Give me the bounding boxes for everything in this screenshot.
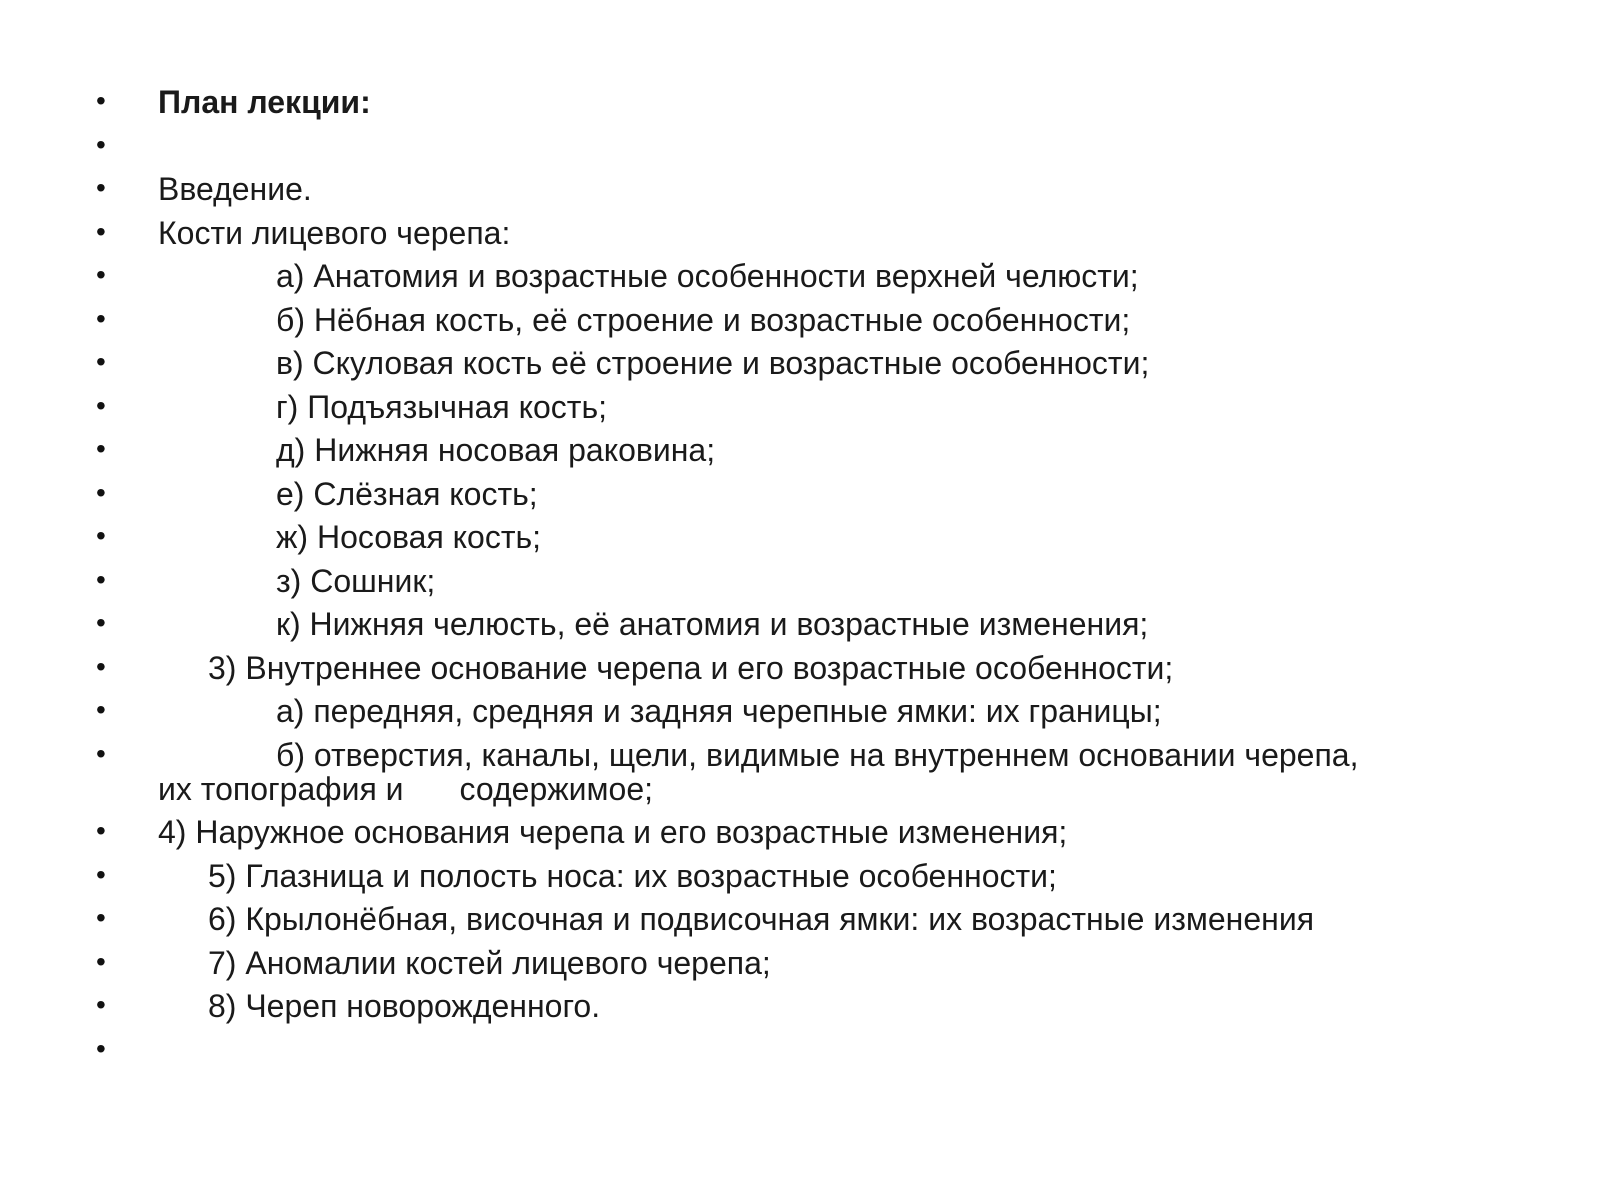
bullet: • — [96, 85, 106, 116]
list-item-text: 6) Крылонёбная, височная и подвисочная ямки: их возрастные изменения — [208, 901, 1315, 937]
list-item-text: а) передняя, средняя и задняя черепные ямки: их границы; — [276, 693, 1162, 729]
bullet: • — [96, 1032, 106, 1064]
list-item — [96, 941, 1516, 985]
list-item — [96, 385, 1516, 429]
list-item-wrapped — [96, 733, 1516, 811]
list-item — [96, 298, 1516, 342]
list-item-text-continued: их топография и — [158, 770, 404, 807]
list-item-text: в) Скуловая кость её строение и возрастные особенности; — [276, 345, 1150, 381]
list-item-text: б) Нёбная кость, её строение и возрастные особенности; — [276, 301, 1131, 338]
list-item-empty — [96, 1028, 1516, 1072]
list-item — [96, 897, 1516, 941]
list-item — [96, 602, 1516, 646]
bullet: • — [96, 128, 106, 160]
list-item — [96, 646, 1516, 690]
outline-title: План лекции: — [158, 84, 371, 120]
list-item-text: з) Сошник; — [276, 562, 436, 599]
bullet: • — [96, 902, 106, 933]
list-item-text: 4) Наружное основания черепа и его возрастные изменения; — [158, 814, 1068, 850]
list-item — [96, 559, 1516, 603]
bullet: • — [96, 650, 106, 682]
list-item-text: 3) Внутреннее основание черепа и его возрастные особенности; — [208, 649, 1174, 686]
list-item-text: ж) Носовая кость; — [276, 519, 542, 555]
bullet: • — [96, 563, 106, 595]
bullet: • — [96, 302, 106, 334]
list-item-text: д) Нижняя носовая раковина; — [276, 432, 716, 468]
list-item — [96, 428, 1516, 472]
bullet: • — [96, 945, 106, 977]
bullet: • — [96, 215, 106, 247]
list-item — [96, 515, 1516, 559]
bullet: • — [96, 259, 106, 290]
lecture-outline — [96, 80, 1516, 1071]
list-item-text: к) Нижняя челюсть, её анатомия и возрастные изменения; — [276, 606, 1149, 642]
list-item-text: е) Слёзная кость; — [276, 475, 538, 512]
list-item-text: 5) Глазница и полость носа: их возрастные особенности; — [208, 857, 1057, 894]
list-item — [96, 167, 1516, 211]
list-item-text: а) Анатомия и возрастные особенности верхней челюсти; — [276, 258, 1139, 294]
bullet: • — [96, 172, 106, 203]
list-item — [96, 854, 1516, 898]
list-item — [96, 341, 1516, 385]
list-item-text: б) отверстия, каналы, щели, видимые на внутреннем основании черепа, — [276, 736, 1359, 773]
bullet: • — [96, 346, 106, 377]
list-item — [96, 211, 1516, 255]
list-item — [96, 689, 1516, 733]
bullet: • — [96, 737, 106, 769]
list-item-title — [96, 80, 1516, 124]
list-item-text: 8) Череп новорожденного. — [208, 988, 601, 1024]
bullet: • — [96, 858, 106, 890]
list-item — [96, 984, 1516, 1028]
bullet: • — [96, 389, 106, 421]
list-item — [96, 254, 1516, 298]
list-item-empty — [96, 124, 1516, 168]
bullet: • — [96, 607, 106, 638]
list-item — [96, 472, 1516, 516]
bullet: • — [96, 520, 106, 551]
list-item-text: Введение. — [158, 171, 312, 207]
bullet: • — [96, 433, 106, 464]
list-item-text-continued: содержимое; — [459, 770, 654, 807]
list-item-text: 7) Аномалии костей лицевого черепа; — [208, 944, 771, 981]
bullet: • — [96, 989, 106, 1020]
bullet: • — [96, 815, 106, 846]
list-item — [96, 810, 1516, 854]
bullet: • — [96, 476, 106, 508]
list-item-text: г) Подъязычная кость; — [276, 388, 608, 425]
list-item-text: Кости лицевого черепа: — [158, 214, 511, 251]
bullet: • — [96, 694, 106, 725]
